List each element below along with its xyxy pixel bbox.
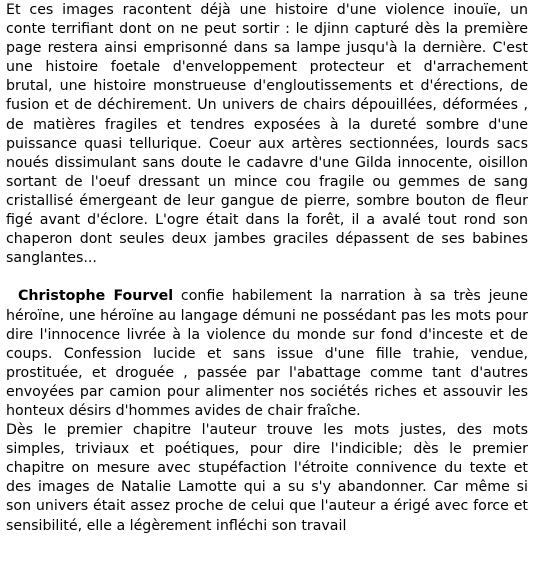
paragraph-narration [6,287,528,421]
author-name: Christophe Fourvel [18,288,174,305]
paragraph-narration-text: confie habilement la narration à sa très jeune héroïne, une héroïne au langage démuni ne possédant pas les mots pour dire l'innocence livrée à la violence du monde sur fond d'inceste et de coups. Confession lucide et sans issue d'une fille trahie, vendue, prostituée, et droguée , passée par l'abattage comme tant d'autres envoyées par camion pour alimenter nos sociétés riches et assouvir les honteux désirs d'hommes avides de chair fraîche. [6,288,528,419]
paragraph-first-chapter: Dès le premier chapitre l'auteur trouve les mots justes, des mots simples, triviaux et poétiques, pour dire l'indicible; dès le premier chapitre on mesure avec stupéfaction l'étroite connivence du texte et des images de Natalie Lamotte qui a su s'y abandonner. Car même si son univers était assez proche de celui que l'auteur a érigé avec force et sensibilité, elle a légèrement infléchi son travail [6,422,528,534]
paragraph-gap [6,268,528,287]
paragraph-ogre-tale: Et ces images racontent déjà une histoire d'une violence inouïe, un conte terrifiant dont on ne peut sortir : le djinn capturé dès la première page restera ainsi emprisonné dans sa lampe jusqu'à la dernière. C'est une histoire foetale d'enveloppement protecteur et d'arrachement brutal, une histoire monstrueuse d'engloutissements et d'érections, de fusion et de déchirement. Un univers de chairs dépouillées, déformées , de matières fragiles et tendres exposées à la dureté sombre d'une puissance quasi tellurique. Coeur aux artères sectionnées, lourds sacs noués dissimulant sans doute le cadavre d'une Gilda innocente, oisillon sortant de l'oeuf dressant un mince cou fragile ou gemmes de sang cristallisé émergeant de leur gangue de pierre, sombre bouton de fleur figé avant d'éclore. L'ogre était dans la forêt, il a avalé tout rond son chaperon dont seules deux jambes graciles dépassent de ses babines sanglantes... [6,2,528,267]
article-body [6,1,528,536]
